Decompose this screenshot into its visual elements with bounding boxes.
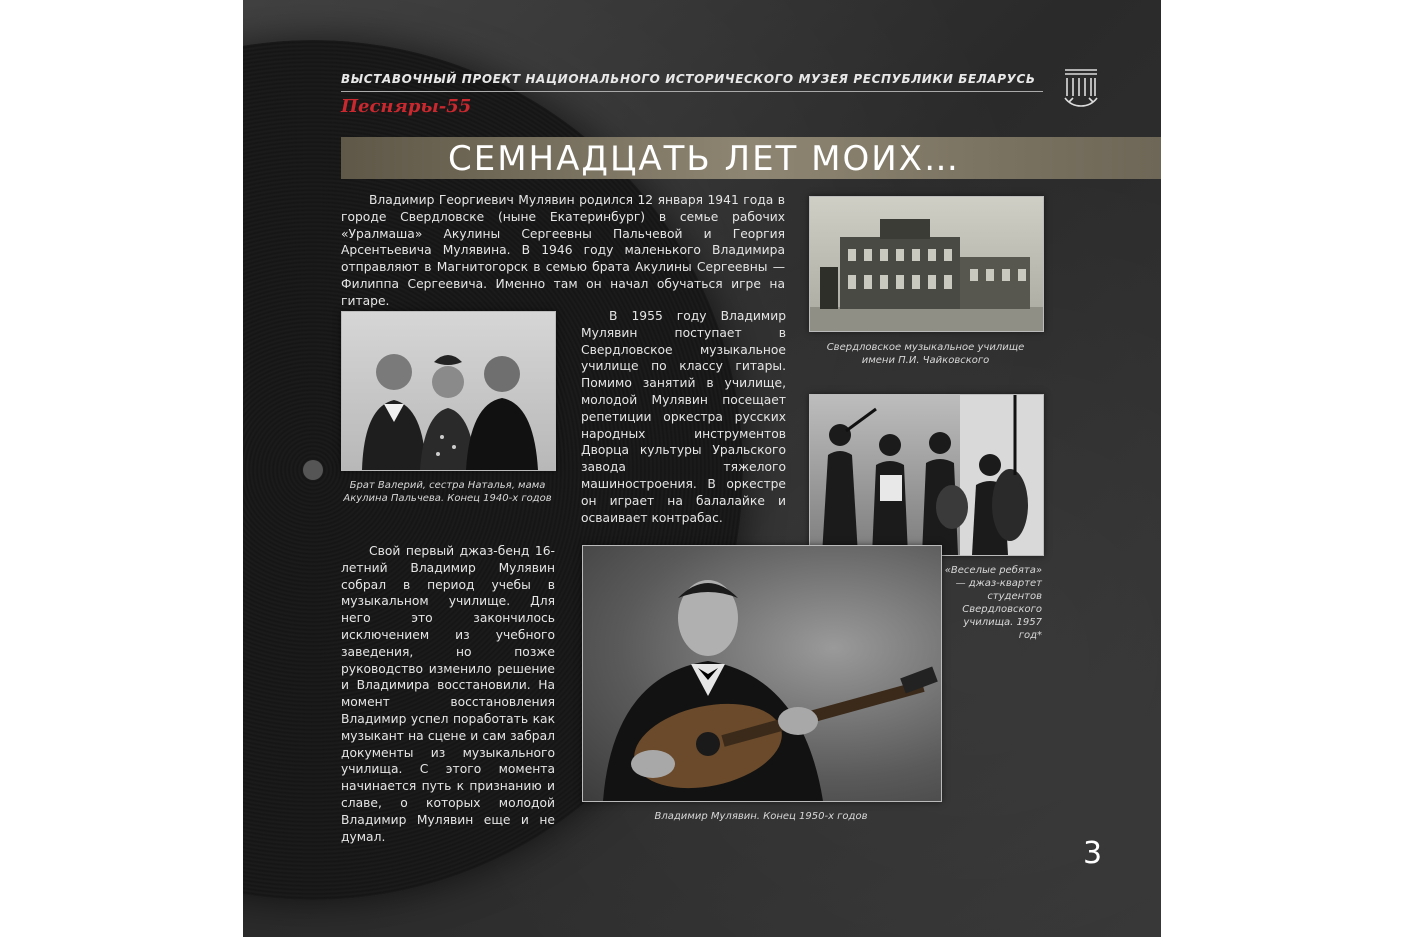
jazz-quartet-photo — [809, 394, 1044, 556]
school-building-photo — [809, 196, 1044, 332]
page-number: 3 — [1083, 836, 1103, 871]
page-title: СЕМНАДЦАТЬ ЛЕТ МОИХ… — [448, 139, 960, 179]
museum-logo-icon — [1061, 66, 1101, 110]
header-divider — [341, 91, 1043, 92]
jazz-paragraph: Свой первый джаз-бенд 16-летний Владимир Мулявин собрал в период учебы в музыкальном училище. Для него это закончилось исключением из учебного заведения, но позже руководство изменило решение и Владимира восстановили. На момент восстановления Владимир успел поработать как музыкант на сцене и сам забрал документы из музыкального училища. С этого момента начинается путь к признанию и славе, о которых молодой Владимир Мулявин еще и не думал. — [341, 544, 555, 844]
brand-title: Песняры-55 — [341, 96, 472, 117]
vinyl-center-hole — [303, 460, 323, 480]
jazz-quartet-caption: «Веселые ребята» — джаз-квартет студентов Свердловского училища. 1957 год* — [944, 565, 1042, 641]
project-header: ВЫСТАВОЧНЫЙ ПРОЕКТ НАЦИОНАЛЬНОГО ИСТОРИЧЕСКОГО МУЗЕЯ РЕСПУБЛИКИ БЕЛАРУСЬ — [341, 72, 1036, 86]
portrait-photo — [582, 545, 942, 802]
portrait-caption: Владимир Мулявин. Конец 1950-х годов — [654, 811, 868, 822]
family-photo-caption: Брат Валерий, сестра Наталья, мама Акулина Пальчева. Конец 1940-х годов — [343, 480, 552, 504]
intro-paragraph: Владимир Георгиевич Мулявин родился 12 января 1941 года в городе Свердловске (ныне Екатеринбург) в семье рабочих «Уралмаша» Акулины Сергеевны Пальчевой и Георгия Арсентьевича Мулявина. В 1946 году маленького Владимира отправляют в Магнитогорск в семью брата Акулины Сергеевны — Филиппа Сергеевича. Именно там он начал обучаться игре на гитаре. — [341, 193, 785, 308]
school-building-caption: Свердловское музыкальное училище имени П.И. Чайковского — [826, 342, 1025, 366]
document-page — [243, 0, 1161, 937]
school-paragraph: В 1955 году Владимир Мулявин поступает в Свердловское музыкальное училище по классу гитары. Помимо занятий в училище, молодой Мулявин посещает репетиции оркестра русских народных инструментов Дворца культуры Уральского завода тяжелого машиностроения. В оркестре он играет на балалайке и осваивает контрабас. — [581, 309, 786, 525]
family-photo — [341, 311, 556, 471]
